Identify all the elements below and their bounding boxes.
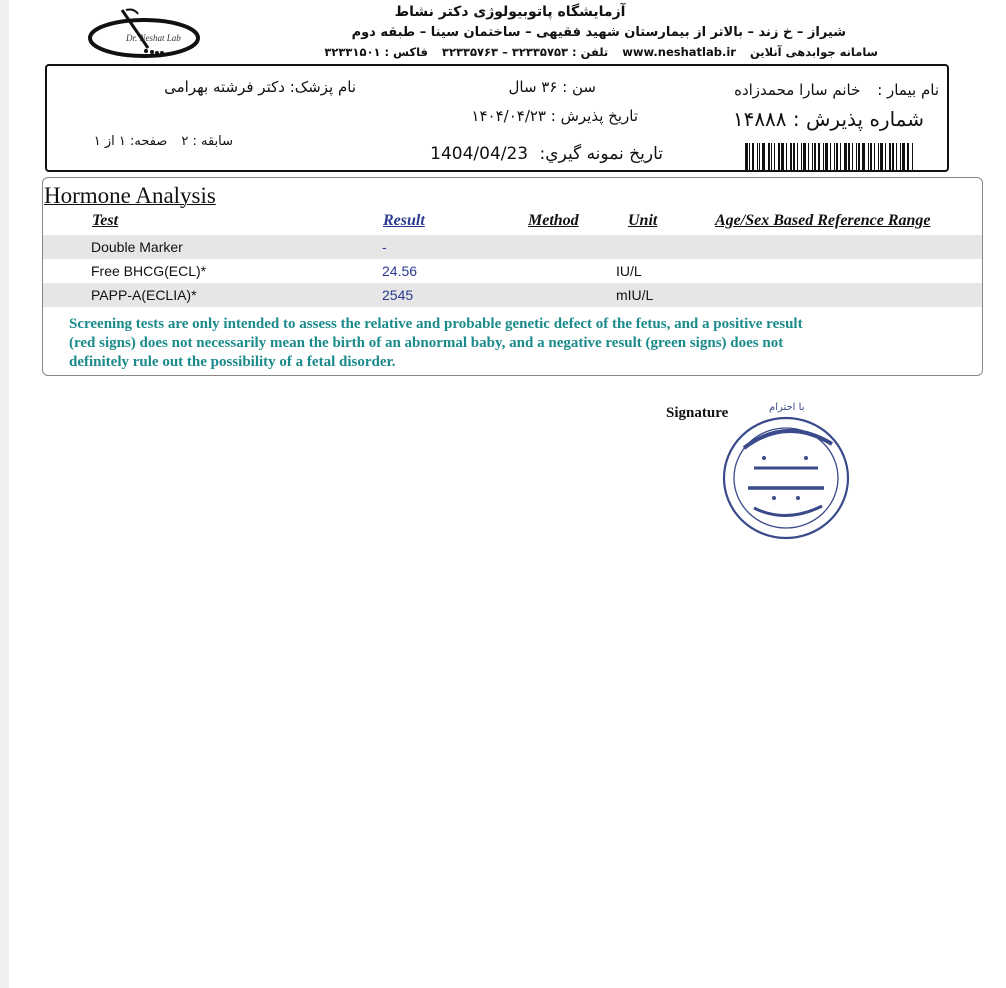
table-row bbox=[43, 259, 982, 283]
lab-fax: فاکس : ۳۲۳۳۱۵۰۱ bbox=[324, 45, 428, 59]
page-info bbox=[94, 134, 233, 149]
lab-phone: تلفن : ۳۲۳۳۵۷۵۳ – ۳۲۳۳۵۷۶۳ bbox=[441, 45, 609, 59]
col-header-unit: Unit bbox=[628, 212, 658, 229]
col-header-test: Test bbox=[92, 212, 119, 229]
barcode-bar bbox=[768, 143, 770, 170]
barcode-bar bbox=[825, 143, 828, 170]
barcode-bar bbox=[818, 143, 820, 170]
test-result: 24.56 bbox=[382, 263, 418, 279]
reception-number-label: شماره پذیرش : bbox=[792, 107, 924, 131]
barcode-bar bbox=[912, 143, 913, 170]
page-left-edge bbox=[0, 0, 9, 988]
lab-stamp bbox=[714, 396, 864, 546]
col-header-method: Method bbox=[528, 212, 579, 229]
barcode-bar bbox=[790, 143, 792, 170]
test-result: - bbox=[382, 239, 387, 255]
history-count: سابقه : ۲ bbox=[181, 134, 233, 149]
patient-name-value: خانم سارا محمدزاده bbox=[734, 81, 861, 99]
reception-number-value: ۱۴۸۸۸ bbox=[732, 107, 787, 131]
lab-name: آزمایشگاه پاتوبیولوژی دکتر نشاط bbox=[394, 4, 626, 20]
barcode-bar bbox=[852, 143, 853, 170]
page-number: صفحه: ۱ از ۱ bbox=[93, 134, 168, 149]
barcode-bar bbox=[902, 143, 905, 170]
patient-name-label: نام بیمار : bbox=[877, 81, 939, 99]
barcode-bar bbox=[868, 143, 869, 170]
barcode-bar bbox=[778, 143, 780, 170]
test-name: Double Marker bbox=[91, 239, 183, 255]
barcode-bar bbox=[907, 143, 909, 170]
test-unit: mIU/L bbox=[616, 287, 654, 303]
col-header-result: Result bbox=[383, 212, 425, 229]
sample-date bbox=[430, 144, 663, 164]
sample-date-value: 1404/04/23 bbox=[430, 144, 529, 164]
reception-barcode bbox=[745, 143, 941, 170]
barcode-bar bbox=[823, 143, 824, 170]
screening-disclaimer: Screening tests are only intended to assess the relative and probable genetic defect of the fetus, and a positive result (red signs) does not necessarily mean the birth of an abnormal baby, and a negative result (green signs) does not definitely rule out the possibility of a fetal disorder. bbox=[69, 316, 803, 370]
svg-text:با احترام: با احترام bbox=[769, 402, 805, 413]
barcode-bar bbox=[745, 143, 748, 170]
barcode-bar bbox=[880, 143, 883, 170]
barcode-bar bbox=[862, 143, 865, 170]
barcode-bar bbox=[870, 143, 872, 170]
barcode-bar bbox=[801, 143, 802, 170]
signature-label: Signature bbox=[666, 405, 729, 421]
logo-text: Dr. Neshat Lab bbox=[126, 33, 181, 43]
referring-doctor: نام پزشک: دکتر فرشته بهرامی bbox=[164, 78, 356, 96]
barcode-bar bbox=[814, 143, 816, 170]
barcode-bar bbox=[858, 143, 860, 170]
patient-name bbox=[734, 81, 939, 99]
barcode-bar bbox=[900, 143, 901, 170]
barcode-bar bbox=[874, 143, 875, 170]
section-title: Hormone Analysis bbox=[44, 183, 216, 208]
test-name: PAPP-A(ECLIA)* bbox=[91, 287, 197, 303]
barcode-bar bbox=[752, 143, 754, 170]
barcode-bar bbox=[848, 143, 850, 170]
barcode-bar bbox=[856, 143, 857, 170]
website-link[interactable]: www.neshatlab.ir bbox=[622, 45, 736, 59]
barcode-bar bbox=[803, 143, 806, 170]
barcode-bar bbox=[762, 143, 765, 170]
barcode-bar bbox=[889, 143, 891, 170]
reception-date: تاریخ پذیرش : ۱۴۰۴/۰۴/۲۳ bbox=[471, 107, 638, 125]
col-header-range: Age/Sex Based Reference Range bbox=[715, 212, 931, 229]
barcode-bar bbox=[878, 143, 879, 170]
barcode-bar bbox=[834, 143, 835, 170]
barcode-bar bbox=[830, 143, 831, 170]
test-unit: IU/L bbox=[616, 263, 642, 279]
barcode-bar bbox=[793, 143, 795, 170]
barcode-bar bbox=[749, 143, 750, 170]
test-result: 2545 bbox=[382, 287, 414, 303]
online-label: سامانه جوابدهی آنلاین bbox=[749, 45, 878, 59]
barcode-bar bbox=[844, 143, 847, 170]
table-row bbox=[43, 235, 982, 259]
lab-address: شیراز – خ زند – بالاتر از بیمارستان شهید فقیهی – ساختمان سینا – طبقه دوم bbox=[351, 25, 846, 40]
barcode-bar bbox=[797, 143, 798, 170]
barcode-bar bbox=[892, 143, 894, 170]
barcode-bar bbox=[771, 143, 772, 170]
patient-age: سن : ۳۶ سال bbox=[508, 78, 596, 96]
lab-logo bbox=[86, 8, 206, 60]
table-row bbox=[43, 283, 982, 307]
barcode-bar bbox=[836, 143, 838, 170]
barcode-bar bbox=[774, 143, 775, 170]
barcode-bar bbox=[786, 143, 787, 170]
barcode-bar bbox=[781, 143, 784, 170]
barcode-bar bbox=[885, 143, 886, 170]
barcode-bar bbox=[896, 143, 897, 170]
sample-date-label: تاريخ نمونه گيري: bbox=[539, 144, 663, 164]
test-name: Free BHCG(ECL)* bbox=[91, 263, 207, 279]
reception-number bbox=[733, 107, 924, 131]
barcode-bar bbox=[812, 143, 813, 170]
barcode-bar bbox=[759, 143, 760, 170]
barcode-bar bbox=[840, 143, 841, 170]
barcode-bar bbox=[757, 143, 758, 170]
lab-contact-line bbox=[324, 45, 878, 59]
barcode-bar bbox=[808, 143, 809, 170]
